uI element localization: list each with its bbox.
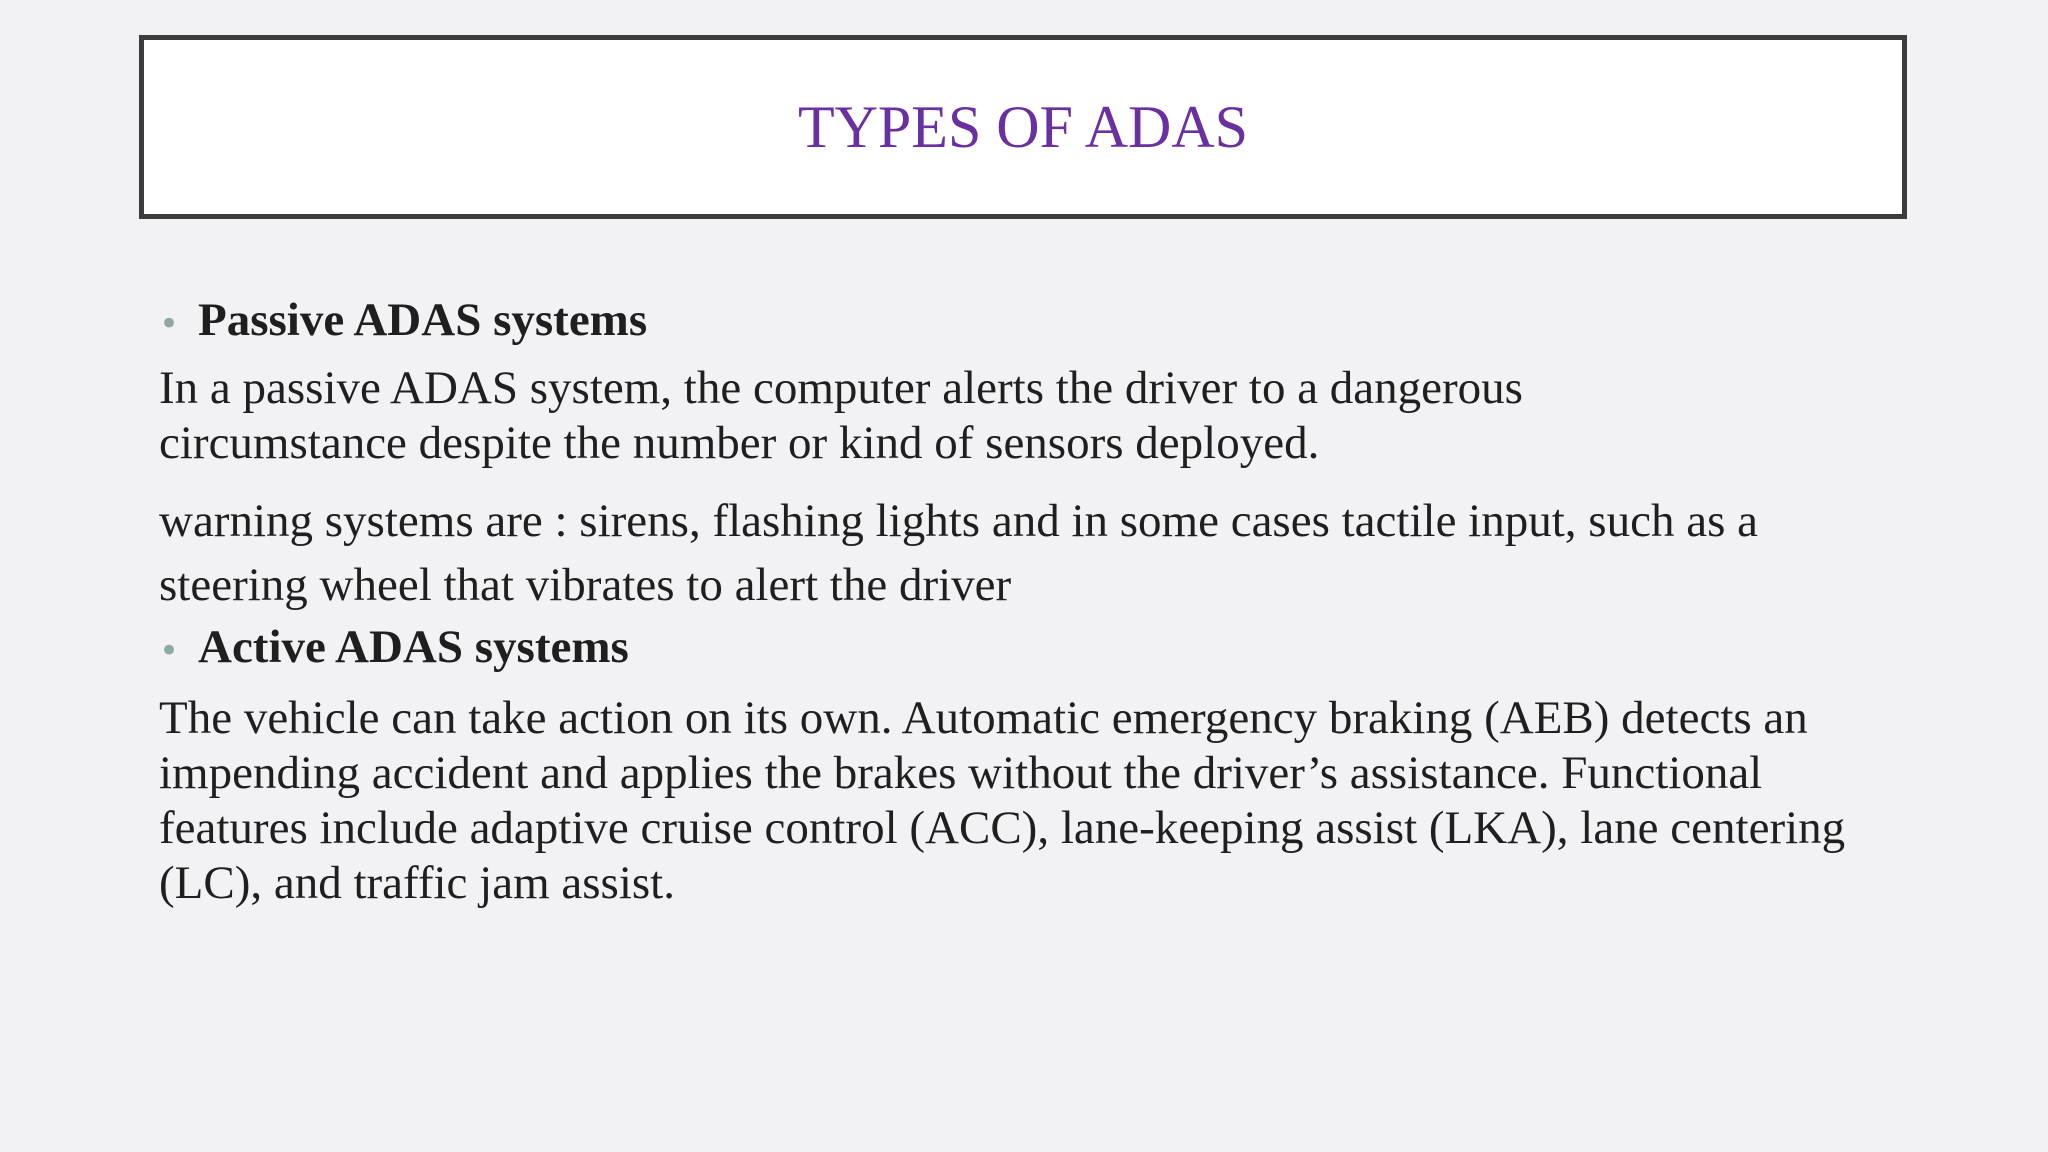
- bullet-passive: [159, 290, 1899, 350]
- bullet-dot-icon: •: [159, 304, 180, 344]
- slide-content: [159, 290, 1899, 911]
- title-box: [139, 35, 1907, 219]
- section-heading-passive: Passive ADAS systems: [198, 294, 648, 346]
- bullet-dot-icon: •: [159, 631, 180, 671]
- active-paragraph-1: The vehicle can take action on its own. Automatic emergency braking (AEB) detects an impending accident and applies the brakes without the driver’s assistance. Functional features include adaptive cruise control (ACC), lane-keeping assist (LKA), lane centering (LC), and traffic jam assist.: [159, 692, 1846, 909]
- passive-paragraph-2: warning systems are : sirens, flashing lights and in some cases tactile input, such as a steering wheel that vibrates to alert the driver: [159, 495, 1758, 611]
- section-heading-active: Active ADAS systems: [198, 621, 629, 673]
- slide-title: TYPES OF ADAS: [797, 93, 1249, 160]
- passive-paragraph-1: In a passive ADAS system, the computer alerts the driver to a dangerous circumstance despite the number or kind of sensors deployed.: [159, 362, 1523, 469]
- bullet-active: [159, 617, 1899, 677]
